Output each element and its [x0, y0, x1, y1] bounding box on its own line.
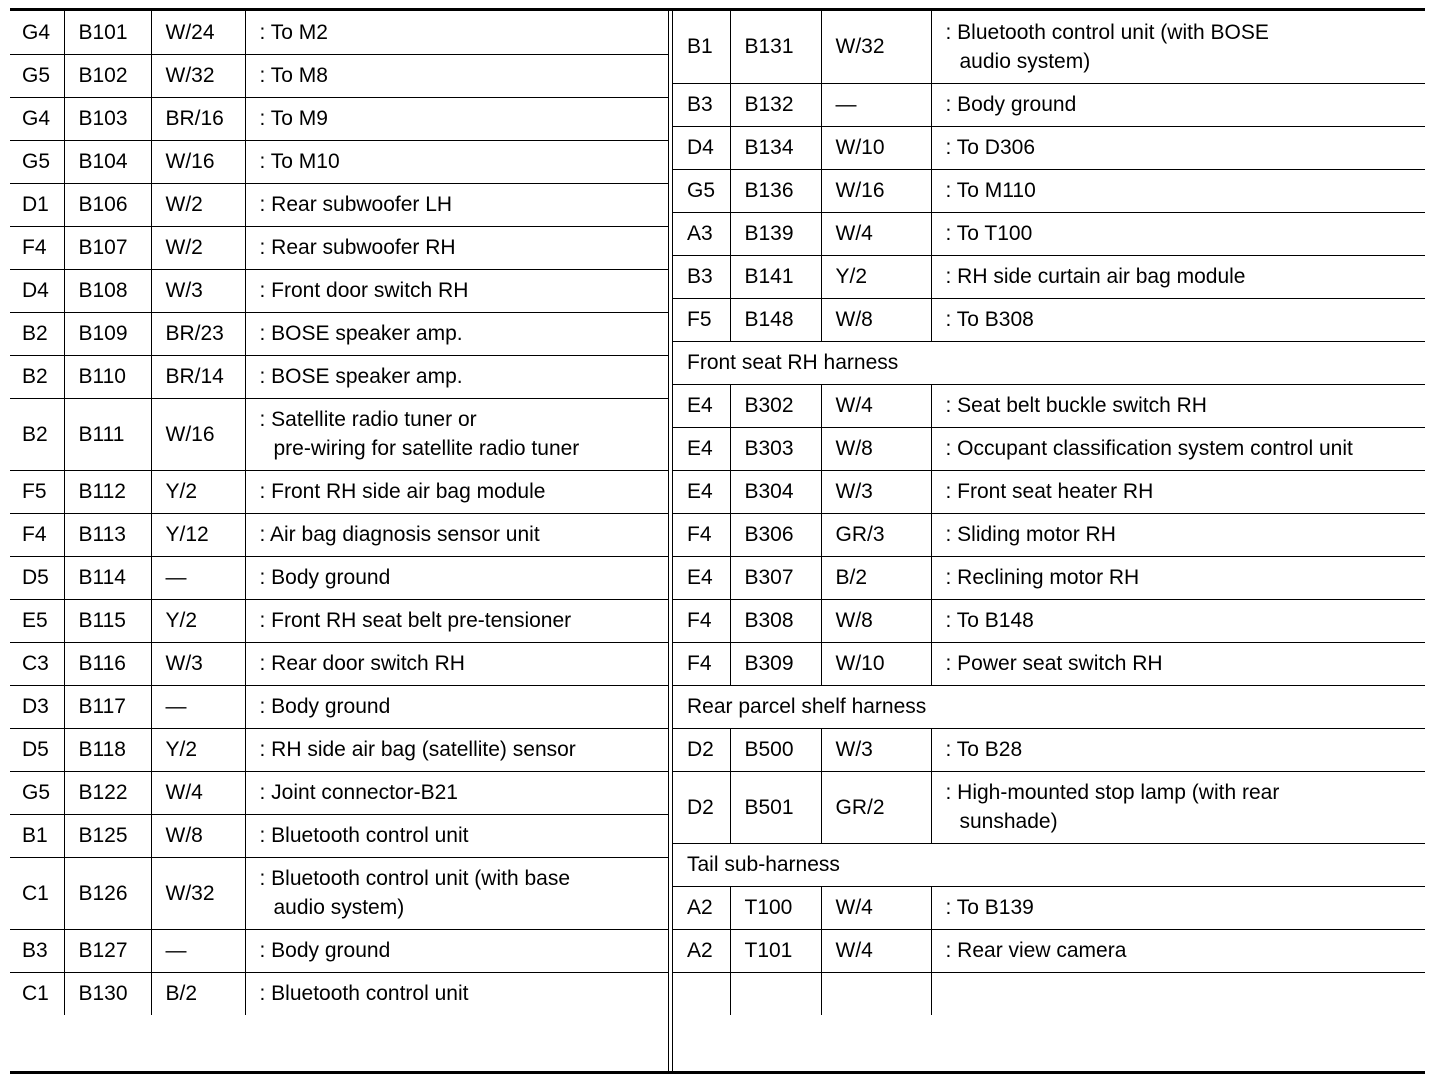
connector-description: : Seat belt buckle switch RH — [931, 384, 1425, 427]
connector-color-pins: Y/2 — [151, 470, 245, 513]
table-row — [673, 298, 1425, 341]
grid-location: B3 — [673, 255, 730, 298]
table-row — [673, 599, 1425, 642]
table-row — [10, 140, 668, 183]
connector-color-pins: W/32 — [151, 857, 245, 929]
connector-description: : To M10 — [245, 140, 668, 183]
connector-number: B139 — [730, 212, 821, 255]
grid-location: G5 — [10, 140, 64, 183]
connector-color-pins: W/4 — [821, 212, 931, 255]
connector-number: B141 — [730, 255, 821, 298]
grid-location: D3 — [10, 685, 64, 728]
right-connector-table — [673, 11, 1425, 1015]
connector-color-pins: W/10 — [821, 642, 931, 685]
table-row — [10, 11, 668, 54]
grid-location: A2 — [673, 929, 730, 972]
connector-color-pins: BR/14 — [151, 355, 245, 398]
grid-location: B2 — [10, 355, 64, 398]
connector-color-pins: — — [821, 83, 931, 126]
grid-location: F4 — [673, 513, 730, 556]
table-row — [10, 857, 668, 929]
grid-location: E4 — [673, 384, 730, 427]
table-row — [673, 255, 1425, 298]
connector-number: B122 — [64, 771, 151, 814]
connector-number: B132 — [730, 83, 821, 126]
table-row — [673, 728, 1425, 771]
connector-color-pins: W/2 — [151, 183, 245, 226]
table-row — [673, 212, 1425, 255]
connector-description: : To M110 — [931, 169, 1425, 212]
connector-description: : Body ground — [245, 556, 668, 599]
connector-description: : RH side curtain air bag module — [931, 255, 1425, 298]
grid-location: B1 — [673, 11, 730, 83]
grid-location: F4 — [673, 642, 730, 685]
grid-location: E4 — [673, 427, 730, 470]
connector-number — [730, 972, 821, 1015]
table-row — [673, 972, 1425, 1015]
connector-number: B500 — [730, 728, 821, 771]
table-row — [10, 642, 668, 685]
connector-number: B109 — [64, 312, 151, 355]
grid-location: D5 — [10, 556, 64, 599]
connector-description — [931, 972, 1425, 1015]
grid-location: B2 — [10, 312, 64, 355]
connector-color-pins: GR/3 — [821, 513, 931, 556]
connector-color-pins: GR/2 — [821, 771, 931, 843]
table-row — [10, 771, 668, 814]
table-row — [10, 470, 668, 513]
connector-color-pins — [821, 972, 931, 1015]
grid-location: F4 — [673, 599, 730, 642]
connector-number: B127 — [64, 929, 151, 972]
grid-location: B2 — [10, 398, 64, 470]
section-header-row — [673, 341, 1425, 384]
connector-number: B130 — [64, 972, 151, 1015]
grid-location: E5 — [10, 599, 64, 642]
connector-description: : To B139 — [931, 886, 1425, 929]
connector-description: : To B308 — [931, 298, 1425, 341]
grid-location: D2 — [673, 728, 730, 771]
connector-color-pins: W/32 — [151, 54, 245, 97]
table-row — [673, 929, 1425, 972]
connector-description: : Bluetooth control unit — [259, 982, 469, 1006]
connector-description: : Body ground — [245, 685, 668, 728]
connector-description: : To B148 — [931, 599, 1425, 642]
connector-number: B113 — [64, 513, 151, 556]
connector-number: B110 — [64, 355, 151, 398]
table-row — [10, 312, 668, 355]
connector-description: : Rear door switch RH — [245, 642, 668, 685]
connector-color-pins: Y/2 — [151, 728, 245, 771]
connector-color-pins: W/8 — [151, 814, 245, 857]
connector-number: B131 — [730, 11, 821, 83]
table-row — [10, 54, 668, 97]
connector-number: B106 — [64, 183, 151, 226]
bottom-rule — [10, 1071, 1425, 1074]
connector-color-pins: W/8 — [821, 599, 931, 642]
grid-location: F5 — [673, 298, 730, 341]
section-title: Rear parcel shelf harness — [673, 685, 1425, 728]
connector-description: : Front door switch RH — [245, 269, 668, 312]
connector-number: B302 — [730, 384, 821, 427]
connector-description: : To B28 — [931, 728, 1425, 771]
connector-description: : To M8 — [245, 54, 668, 97]
table-row — [10, 269, 668, 312]
connector-number: T101 — [730, 929, 821, 972]
connector-description: : To T100 — [931, 212, 1425, 255]
connector-description: : Front RH seat belt pre-tensioner — [245, 599, 668, 642]
table-row — [673, 126, 1425, 169]
grid-location: B1 — [10, 814, 64, 857]
connector-color-pins: W/3 — [821, 470, 931, 513]
grid-location: A2 — [673, 886, 730, 929]
connector-description: : Satellite radio tuner or pre-wiring for satellite radio tuner — [245, 398, 668, 470]
connector-number: B118 — [64, 728, 151, 771]
connector-color-pins: BR/23 — [151, 312, 245, 355]
grid-location: A3 — [673, 212, 730, 255]
connector-color-pins: — — [151, 556, 245, 599]
connector-number: B117 — [64, 685, 151, 728]
connector-number: T100 — [730, 886, 821, 929]
table-row — [10, 556, 668, 599]
grid-location: C3 — [10, 642, 64, 685]
grid-location: C1 — [10, 972, 64, 1015]
connector-number: B126 — [64, 857, 151, 929]
grid-location: E4 — [673, 556, 730, 599]
connector-description: : High-mounted stop lamp (with rear sunshade) — [931, 771, 1425, 843]
connector-description: : Reclining motor RH — [931, 556, 1425, 599]
grid-location: B3 — [10, 929, 64, 972]
connector-description: : Front seat heater RH — [931, 470, 1425, 513]
connector-color-pins: W/10 — [821, 126, 931, 169]
connector-color-pins: B/2 — [821, 556, 931, 599]
connector-color-pins: Y/12 — [151, 513, 245, 556]
connector-description: : Body ground — [931, 83, 1425, 126]
connector-description: : BOSE speaker amp. — [245, 355, 668, 398]
grid-location: D4 — [10, 269, 64, 312]
section-title: Front seat RH harness — [673, 341, 1425, 384]
connector-color-pins: W/4 — [821, 886, 931, 929]
section-header-row — [673, 685, 1425, 728]
grid-location: G5 — [10, 54, 64, 97]
table-row — [10, 398, 668, 470]
table-row — [673, 11, 1425, 83]
table-row — [673, 642, 1425, 685]
grid-location: F4 — [10, 513, 64, 556]
connector-color-pins: W/2 — [151, 226, 245, 269]
table-row — [10, 226, 668, 269]
connector-description: : To D306 — [931, 126, 1425, 169]
connector-description: : Rear view camera — [931, 929, 1425, 972]
connector-color-pins: W/16 — [151, 398, 245, 470]
connector-color-pins: Y/2 — [821, 255, 931, 298]
grid-location — [673, 972, 730, 1015]
connector-description: : BOSE speaker amp. — [245, 312, 668, 355]
connector-color-pins: W/4 — [151, 771, 245, 814]
connector-number: B104 — [64, 140, 151, 183]
connector-description: : Rear subwoofer RH — [245, 226, 668, 269]
connector-description: : RH side air bag (satellite) sensor — [245, 728, 668, 771]
connector-number: B304 — [730, 470, 821, 513]
connector-number: B114 — [64, 556, 151, 599]
grid-location: G4 — [10, 11, 64, 54]
connector-number: B309 — [730, 642, 821, 685]
connector-number: B102 — [64, 54, 151, 97]
table-row — [673, 470, 1425, 513]
connector-color-pins: Y/2 — [151, 599, 245, 642]
connector-color-pins: W/4 — [821, 929, 931, 972]
table-row — [673, 886, 1425, 929]
table-row — [10, 814, 668, 857]
connector-color-pins: W/24 — [151, 11, 245, 54]
connector-number: B108 — [64, 269, 151, 312]
table-row — [10, 685, 668, 728]
connector-description: : Body ground — [245, 929, 668, 972]
table-row — [673, 427, 1425, 470]
connector-color-pins: W/4 — [821, 384, 931, 427]
connector-description: : To M9 — [245, 97, 668, 140]
section-header-row — [673, 843, 1425, 886]
grid-location: C1 — [10, 857, 64, 929]
table-row — [10, 728, 668, 771]
grid-location: D5 — [10, 728, 64, 771]
connector-color-pins: — — [151, 929, 245, 972]
connector-color-pins: BR/16 — [151, 97, 245, 140]
connector-description: : Bluetooth control unit (with base audio system) — [245, 857, 668, 929]
connector-description: : To M2 — [245, 11, 668, 54]
connector-color-pins: B/2 — [151, 972, 245, 1015]
grid-location: G5 — [673, 169, 730, 212]
section-title: Tail sub-harness — [673, 843, 1425, 886]
left-connector-table — [10, 11, 668, 1015]
connector-number: B148 — [730, 298, 821, 341]
grid-location: F4 — [10, 226, 64, 269]
connector-number: B112 — [64, 470, 151, 513]
connector-number: B111 — [64, 398, 151, 470]
connector-description: : Power seat switch RH — [931, 642, 1425, 685]
connector-color-pins: W/8 — [821, 298, 931, 341]
connector-description: : Joint connector-B21 — [245, 771, 668, 814]
table-row — [10, 929, 668, 972]
table-row — [673, 556, 1425, 599]
connector-number: B308 — [730, 599, 821, 642]
table-row — [673, 83, 1425, 126]
connector-color-pins: W/3 — [151, 642, 245, 685]
connector-color-pins: W/16 — [821, 169, 931, 212]
connector-color-pins: W/16 — [151, 140, 245, 183]
table-row — [673, 513, 1425, 556]
connector-number: B307 — [730, 556, 821, 599]
connector-number: B116 — [64, 642, 151, 685]
connector-color-pins: W/32 — [821, 11, 931, 83]
grid-location: D2 — [673, 771, 730, 843]
connector-number: B103 — [64, 97, 151, 140]
table-row — [673, 169, 1425, 212]
grid-location: F5 — [10, 470, 64, 513]
connector-description: : Air bag diagnosis sensor unit — [245, 513, 668, 556]
connector-description: : Front RH side air bag module — [245, 470, 668, 513]
connector-color-pins: W/8 — [821, 427, 931, 470]
grid-location: G4 — [10, 97, 64, 140]
table-row — [673, 384, 1425, 427]
connector-description: : Sliding motor RH — [931, 513, 1425, 556]
table-row — [10, 97, 668, 140]
table-row — [673, 771, 1425, 843]
connector-color-pins: W/3 — [151, 269, 245, 312]
table-row — [10, 183, 668, 226]
connector-number: B303 — [730, 427, 821, 470]
connector-number: B501 — [730, 771, 821, 843]
connector-description: : Bluetooth control unit — [245, 814, 668, 857]
connector-color-pins: W/3 — [821, 728, 931, 771]
connector-number: B306 — [730, 513, 821, 556]
connector-description: : Bluetooth control unit (with BOSE audio system) — [931, 11, 1425, 83]
connector-number: B125 — [64, 814, 151, 857]
connector-number: B134 — [730, 126, 821, 169]
table-row — [10, 355, 668, 398]
connector-number: B115 — [64, 599, 151, 642]
connector-color-pins: — — [151, 685, 245, 728]
grid-location: G5 — [10, 771, 64, 814]
connector-number: B107 — [64, 226, 151, 269]
table-row — [10, 972, 668, 1015]
connector-description: : Rear subwoofer LH — [245, 183, 668, 226]
connector-number: B136 — [730, 169, 821, 212]
grid-location: D1 — [10, 183, 64, 226]
table-row — [10, 513, 668, 556]
grid-location: B3 — [673, 83, 730, 126]
connector-description: : Occupant classification system control unit — [931, 427, 1425, 470]
table-row — [10, 599, 668, 642]
grid-location: D4 — [673, 126, 730, 169]
grid-location: E4 — [673, 470, 730, 513]
connector-number: B101 — [64, 11, 151, 54]
